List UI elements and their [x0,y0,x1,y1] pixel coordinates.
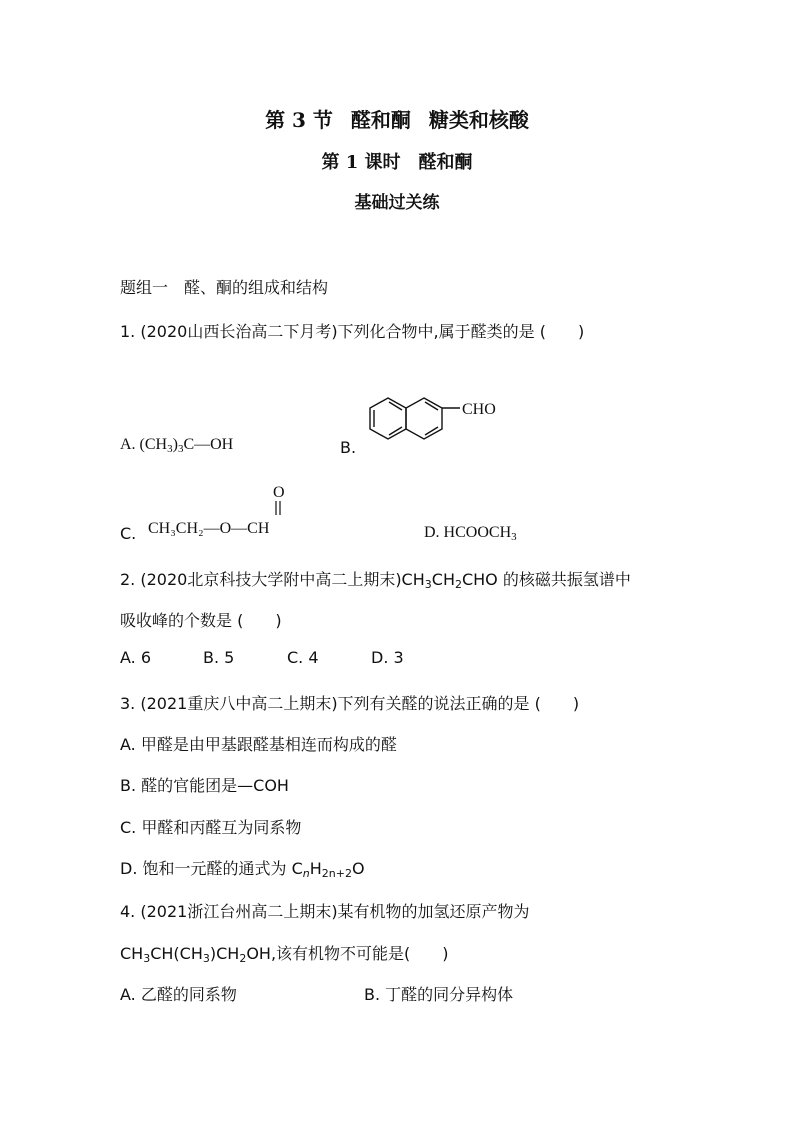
q3-option-d: D. 饱和一元醛的通式为 $C_nH_{2n+2}O$ [120,859,365,880]
svg-text:O: O [273,484,285,501]
lesson-subtitle: 第 1 课时 醛和酮 [321,152,473,173]
q1-option-d: D. $HCOOCH_3$ [424,524,517,543]
q4-option-a: A. 乙醛的同系物 [120,985,237,1004]
q2-option-b: B. 5 [203,648,235,667]
cho-group: CHO [462,401,496,418]
ring-left [370,398,406,439]
title-part-2: 醛和酮 [350,108,411,132]
q1-option-b-label: B. [340,438,357,457]
naphthalene-structure [362,388,522,458]
question-4-stem: 4. (2021浙江台州高二上期末)某有机物的加氢还原产物为 [120,902,530,921]
q2-option-d: D. 3 [371,648,404,667]
q4-option-b: B. 丁醛的同分异构体 [364,985,514,1004]
q1-option-c-label: C. [120,524,137,543]
page-title [0,104,794,133]
ethyl-formate-structure [146,482,326,542]
svg-text:CH₃CH₂—O—CH: CH₃CH₂—O—CH [148,520,270,537]
title-part-1: 第 3 节 [265,108,333,132]
group-heading: 题组一 醛、酮的组成和结构 [120,278,329,297]
question-2-stem-line1: 2. (2020北京科技大学附中高二上期末)$CH_3CH_2CHO$ 的核磁共振氢谱中 [120,570,631,591]
question-4-formula-line: $CH_3CH(CH_3)CH_2OH$,该有机物不可能是( ) [120,944,449,965]
q1-option-a: A. $(CH_3)_3C—OH$ [120,436,234,455]
q2-option-c: C. 4 [287,648,319,667]
section-heading: 基础过关练 [354,193,440,213]
q2-option-a: A. 6 [120,648,152,667]
question-1-stem: 1. (2020山西长治高二下月考)下列化合物中,属于醛类的是 ( ) [120,322,585,341]
question-2-stem-line2: 吸收峰的个数是 ( ) [120,611,282,630]
title-part-3: 糖类和核酸 [428,108,529,132]
ring-right [406,398,442,439]
q3-option-b: B. 醛的官能团是—COH [120,776,289,795]
q3-option-c: C. 甲醛和丙醛互为同系物 [120,818,302,837]
question-3-stem: 3. (2021重庆八中高二上期末)下列有关醛的说法正确的是 ( ) [120,694,580,713]
q3-option-a: A. 甲醛是由甲基跟醛基相连而构成的醛 [120,735,397,754]
